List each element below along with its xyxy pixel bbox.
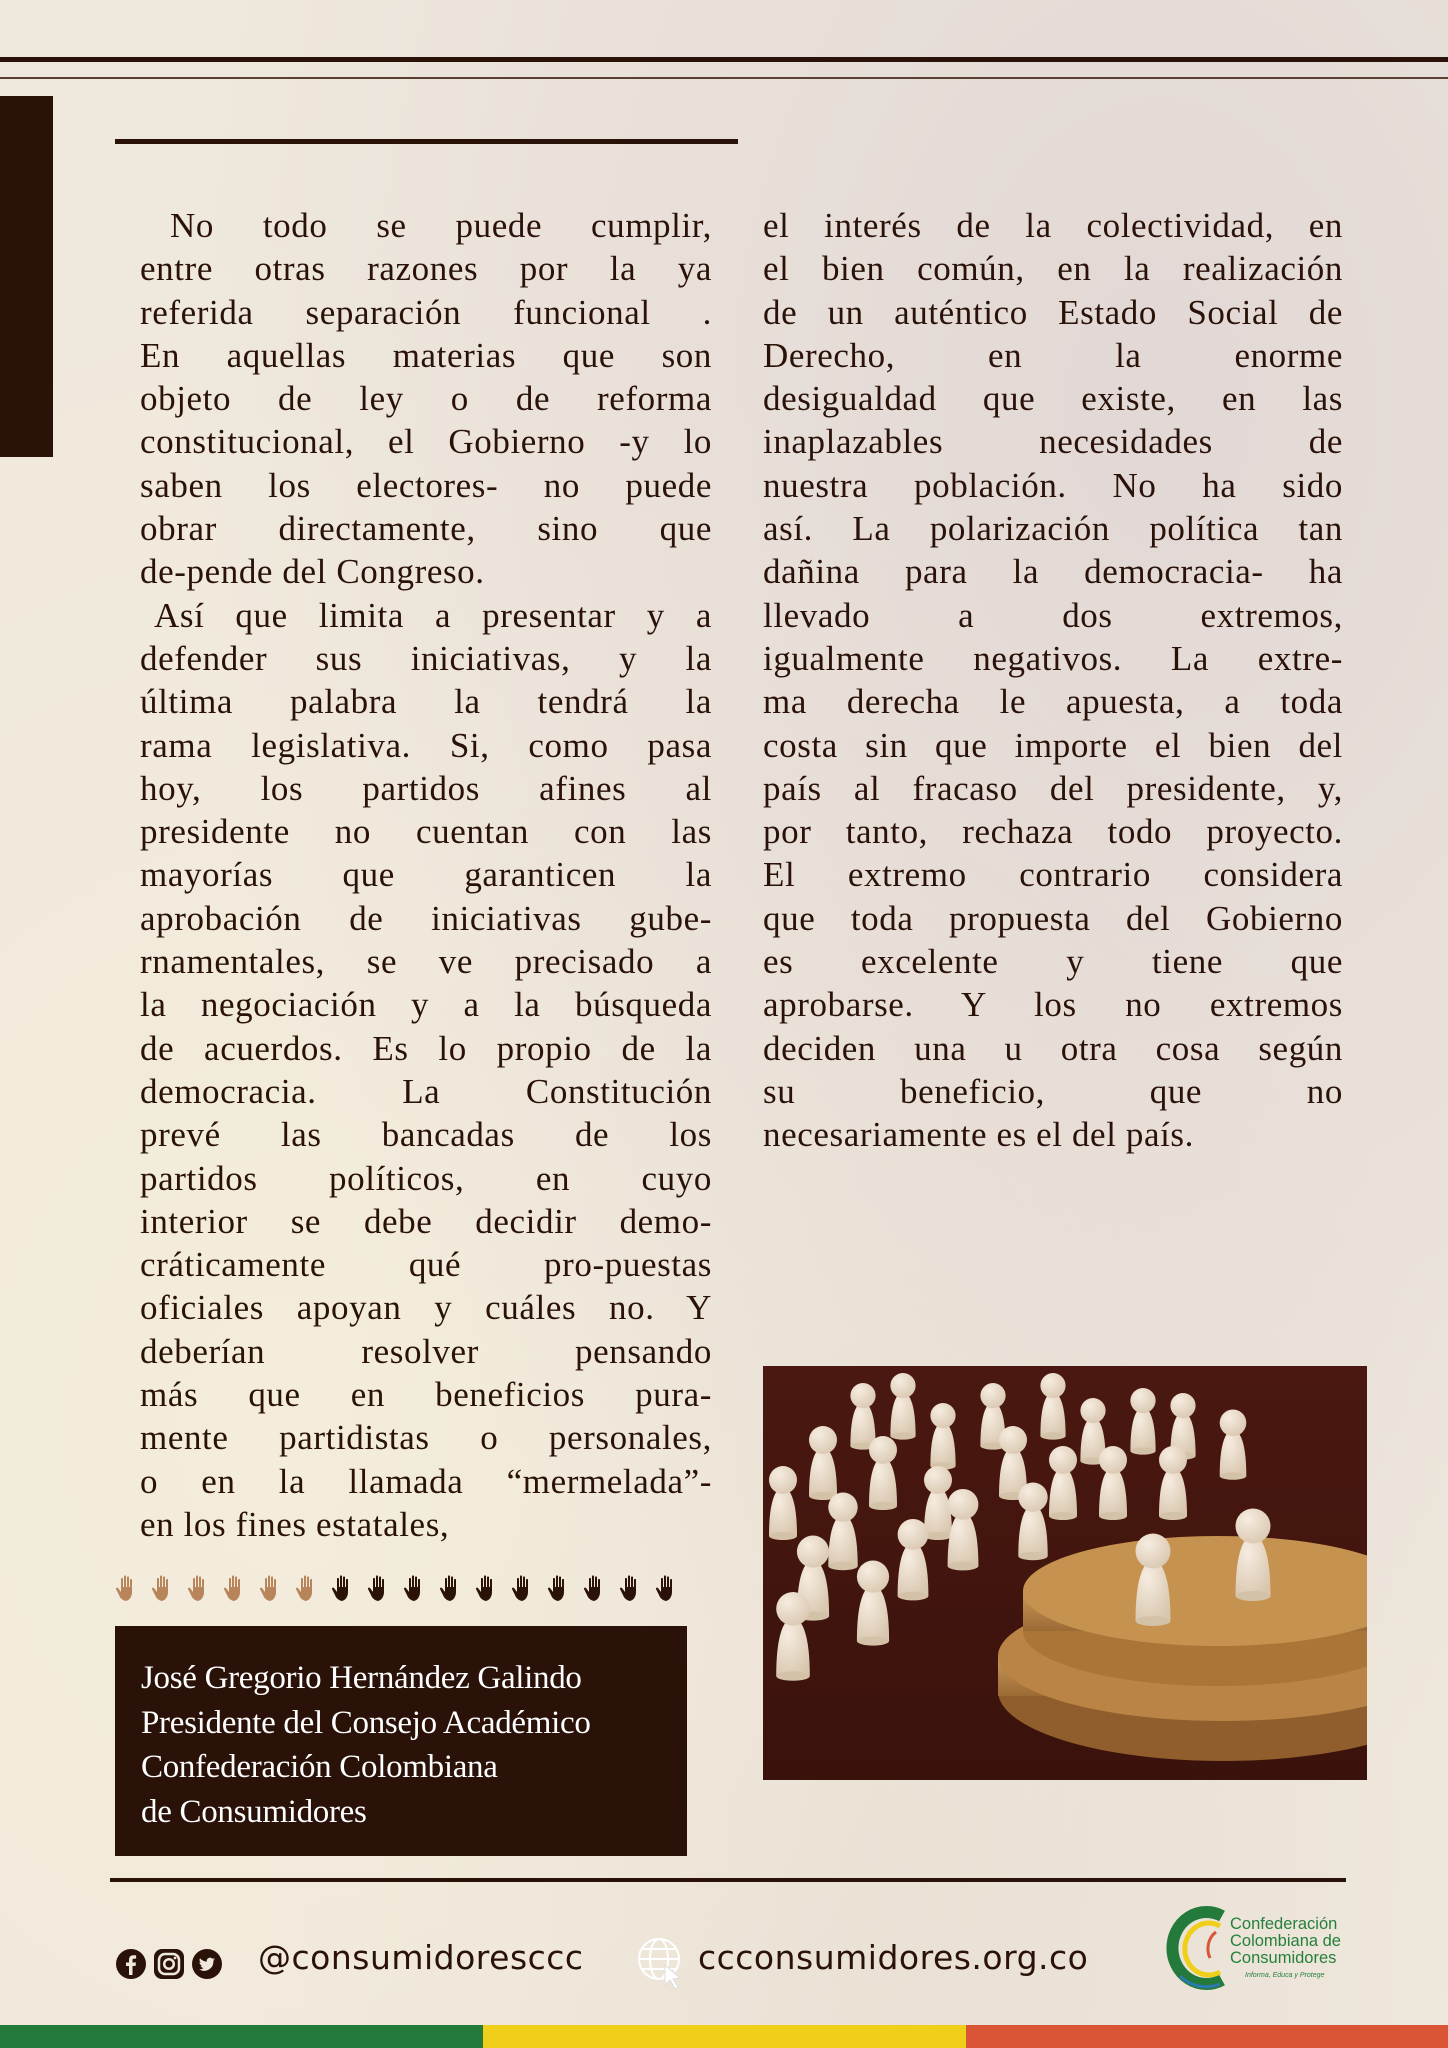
color-bar-orange bbox=[966, 2025, 1448, 2048]
color-bar-yellow bbox=[483, 2025, 966, 2048]
pawn-figure bbox=[769, 1466, 797, 1540]
logo-text bbox=[1230, 1916, 1341, 1967]
color-bar-green bbox=[0, 2025, 483, 2048]
article-line: En aquellas materias que son bbox=[140, 335, 712, 375]
article-line: costa sin que importe el bien del bbox=[763, 725, 1343, 765]
author-org-line1: Confederación Colombiana bbox=[141, 1749, 498, 1785]
pawn-figure bbox=[857, 1561, 889, 1646]
hand-icon bbox=[475, 1574, 499, 1602]
pawn-figure bbox=[1040, 1373, 1065, 1440]
instagram-icon[interactable] bbox=[153, 1948, 185, 1980]
pawn-figure bbox=[1130, 1388, 1155, 1455]
article-line: desigualdad que existe, en las bbox=[763, 379, 1343, 419]
article-column-left bbox=[140, 204, 712, 1546]
hand-icon bbox=[151, 1574, 175, 1602]
pawn-figure bbox=[1049, 1446, 1077, 1520]
pawn-figure bbox=[930, 1403, 955, 1470]
pawn-figure bbox=[1099, 1446, 1127, 1520]
hand-icon bbox=[259, 1574, 283, 1602]
article-line: llevado a dos extremos, bbox=[763, 595, 1343, 635]
website-link[interactable]: ccconsumidores.org.co bbox=[698, 1938, 1089, 1977]
article-photo bbox=[763, 1366, 1367, 1780]
article-line: inaplazables necesidades de bbox=[763, 422, 1343, 462]
pawn-figure bbox=[1136, 1534, 1171, 1627]
article-line: de-pende del Congreso. bbox=[140, 552, 485, 592]
pawn-figure bbox=[948, 1489, 979, 1570]
article-line: referida separación funcional . bbox=[140, 292, 712, 332]
hand-icon bbox=[331, 1574, 355, 1602]
article-line: ma derecha le apuesta, a toda bbox=[763, 682, 1343, 722]
pawn-figure bbox=[809, 1426, 837, 1500]
article-line: saben los electores- no puede bbox=[140, 465, 712, 505]
author-org-line2: de Consumidores bbox=[141, 1793, 367, 1830]
hand-icon bbox=[295, 1574, 319, 1602]
article-line: en los fines estatales, bbox=[140, 1504, 450, 1544]
article-line: de un auténtico Estado Social de bbox=[763, 292, 1343, 332]
article-line: mente partidistas o personales, bbox=[140, 1418, 712, 1458]
article-line: que toda propuesta del Gobierno bbox=[763, 898, 1343, 938]
article-line: necesariamente es el del país. bbox=[763, 1115, 1194, 1155]
pawn-figure bbox=[776, 1592, 810, 1681]
pawn-figure bbox=[828, 1493, 857, 1571]
article-line: No todo se puede cumplir, bbox=[170, 206, 712, 245]
article-line: deberían resolver pensando bbox=[140, 1331, 712, 1371]
article-line: así. La polarización política tan bbox=[763, 509, 1343, 549]
article-line: defender sus iniciativas, y la bbox=[140, 638, 712, 678]
twitter-icon[interactable] bbox=[191, 1948, 223, 1980]
article-line: El extremo contrario considera bbox=[763, 855, 1343, 895]
article-line: entre otras razones por la ya bbox=[140, 249, 712, 289]
hand-icon bbox=[439, 1574, 463, 1602]
pawn-figure bbox=[1159, 1446, 1187, 1520]
article-line: hoy, los partidos afines al bbox=[140, 768, 712, 808]
article-line: su beneficio, que no bbox=[763, 1071, 1343, 1111]
article-line: nuestra población. No ha sido bbox=[763, 465, 1343, 505]
article-line: partidos políticos, en cuyo bbox=[140, 1158, 712, 1198]
article-line: deciden una u otra cosa según bbox=[763, 1028, 1343, 1068]
article-line: cráticamente qué pro-puestas bbox=[140, 1245, 712, 1285]
footer-rule bbox=[110, 1878, 1346, 1882]
article-column-right bbox=[763, 204, 1343, 1157]
article-line: país al fracaso del presidente, y, bbox=[763, 768, 1343, 808]
social-handle[interactable]: @consumidoresccc bbox=[258, 1938, 584, 1977]
article-line: más que en beneficios pura- bbox=[140, 1375, 712, 1415]
hand-icon bbox=[403, 1574, 427, 1602]
pawn-figure bbox=[869, 1436, 897, 1510]
article-line: interior se debe decidir demo- bbox=[140, 1201, 712, 1241]
article-line: aprobación de iniciativas gube- bbox=[140, 898, 712, 938]
article-line: aprobarse. Y los no extremos bbox=[763, 985, 1343, 1025]
author-name: José Gregorio Hernández Galindo bbox=[141, 1660, 582, 1696]
article-line: Derecho, en la enorme bbox=[763, 335, 1343, 375]
article-line: obrar directamente, sino que bbox=[140, 509, 712, 549]
pawn-figure bbox=[850, 1383, 875, 1450]
pawn-figure bbox=[898, 1519, 929, 1600]
hands-decoration bbox=[115, 1574, 679, 1602]
article-line: rnamentales, se ve precisado a bbox=[140, 942, 712, 982]
logo-line3: Consumidores bbox=[1230, 1949, 1337, 1967]
column-top-rule bbox=[115, 139, 738, 144]
pawn-figure bbox=[890, 1373, 915, 1440]
logo-line2: Colombiana de bbox=[1230, 1932, 1341, 1950]
article-line: el interés de la colectividad, en bbox=[763, 206, 1343, 245]
article-line: objeto de ley o de reforma bbox=[140, 379, 712, 419]
pawn-figure bbox=[1236, 1509, 1271, 1602]
hand-icon bbox=[619, 1574, 643, 1602]
article-line: presidente no cuentan con las bbox=[140, 812, 712, 852]
article-line: oficiales apoyan y cuáles no. Y bbox=[140, 1288, 712, 1328]
hand-icon bbox=[547, 1574, 571, 1602]
article-line: democracia. La Constitución bbox=[140, 1071, 712, 1111]
hand-icon bbox=[655, 1574, 679, 1602]
article-line: mayorías que garanticen la bbox=[140, 855, 712, 895]
header-rule-thick bbox=[0, 57, 1448, 62]
article-line: rama legislativa. Si, como pasa bbox=[140, 725, 712, 765]
article-line: dañina para la democracia- ha bbox=[763, 552, 1343, 592]
pawn-figure bbox=[1220, 1410, 1247, 1480]
article-line: última palabra la tendrá la bbox=[140, 682, 712, 722]
article-line: de acuerdos. Es lo propio de la bbox=[140, 1028, 712, 1068]
author-box bbox=[115, 1626, 687, 1856]
author-role: Presidente del Consejo Académico bbox=[141, 1704, 591, 1741]
article-line: igualmente negativos. La extre- bbox=[763, 638, 1343, 678]
hand-icon bbox=[511, 1574, 535, 1602]
left-accent-bar bbox=[0, 96, 53, 457]
social-icons bbox=[115, 1948, 223, 1980]
logo-tagline: Informa, Educa y Protege bbox=[1245, 1972, 1325, 1979]
pawn-figure bbox=[1018, 1483, 1047, 1561]
hand-icon bbox=[223, 1574, 247, 1602]
article-line: por tanto, rechaza todo proyecto. bbox=[763, 812, 1343, 852]
article-line: o en la llamada “mermelada”- bbox=[140, 1461, 712, 1501]
article-line: constitucional, el Gobierno -y lo bbox=[140, 422, 712, 462]
hand-icon bbox=[583, 1574, 607, 1602]
hand-icon bbox=[115, 1574, 139, 1602]
article-line: el bien común, en la realización bbox=[763, 249, 1343, 289]
logo-line1: Confederación bbox=[1230, 1915, 1338, 1933]
header-rule-thin bbox=[0, 77, 1448, 79]
article-line: prevé las bancadas de los bbox=[140, 1115, 712, 1155]
hand-icon bbox=[367, 1574, 391, 1602]
article-line: la negociación y a la búsqueda bbox=[140, 985, 712, 1025]
hand-icon bbox=[187, 1574, 211, 1602]
facebook-icon[interactable] bbox=[115, 1948, 147, 1980]
article-line: es excelente y tiene que bbox=[763, 942, 1343, 982]
globe-icon bbox=[635, 1935, 685, 1991]
article-line: Así que limita a presentar y a bbox=[154, 595, 712, 635]
